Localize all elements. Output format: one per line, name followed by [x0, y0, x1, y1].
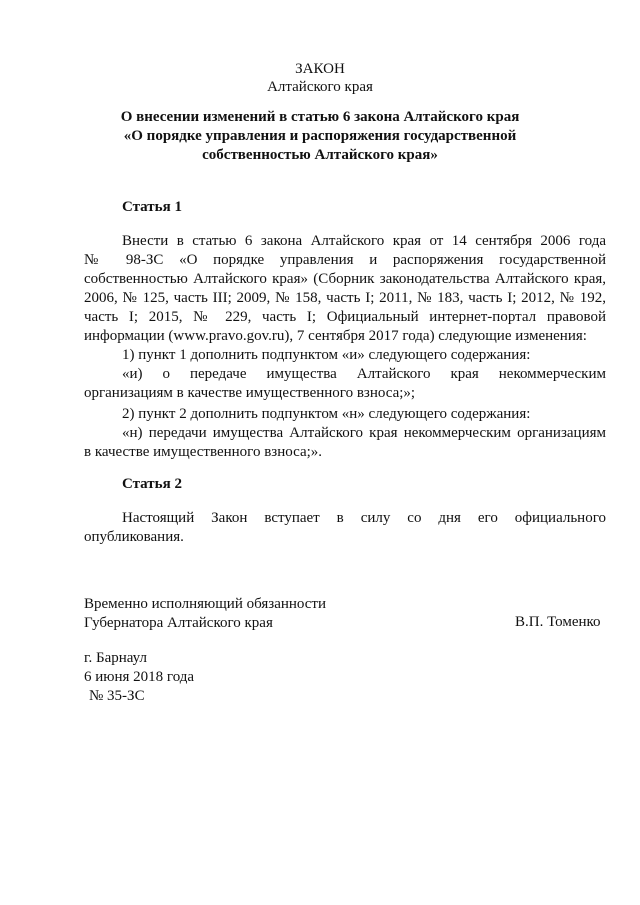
article1-item1-line: 1) пункт 1 дополнить подпунктом «и» следующего содержания: — [122, 347, 531, 363]
date: 6 июня 2018 года — [84, 669, 195, 685]
article1-intro-line: часть I; 2015, № 229, часть I; Официальный интернет-портал правовой — [84, 309, 606, 325]
article1-item2-line: «н) передачи имущества Алтайского края некоммерческим организациям — [122, 425, 606, 441]
article1-heading: Статья 1 — [122, 199, 182, 215]
article1-item2-line: в качестве имущественного взноса;». — [84, 444, 323, 460]
article1-intro-line: собственностью Алтайского края» (Сборник законодательства Алтайского края, — [84, 271, 606, 287]
article1-item2-line: 2) пункт 2 дополнить подпунктом «н» следующего содержания: — [122, 406, 531, 422]
article1-item1-line: «и) о передаче имущества Алтайского края некоммерческим — [122, 366, 606, 382]
doc-region: Алтайского края — [267, 79, 373, 95]
article1-body — [84, 232, 606, 403]
doc-title-line: собственностью Алтайского края» — [202, 147, 438, 163]
article2-line: опубликования. — [84, 529, 184, 545]
article2-body — [84, 509, 606, 547]
doc-type: ЗАКОН — [295, 61, 345, 77]
article1-intro-line: № 98-ЗС «О порядке управления и распоряжения государственной — [84, 252, 606, 268]
doc-title-line: О внесении изменений в статью 6 закона Алтайского края — [120, 109, 520, 125]
city: г. Барнаул — [84, 650, 147, 666]
signature-position-line: Губернатора Алтайского края — [84, 615, 273, 631]
article1-item1-line: организациям в качестве имущественного взноса;»; — [84, 385, 416, 401]
place-date-number — [84, 649, 194, 706]
article1-intro-line: 2006, № 125, часть III; 2009, № 158, часть I; 2011, № 183, часть I; 2012, № 192, — [84, 290, 606, 306]
signature-position-line: Временно исполняющий обязанности — [84, 596, 327, 612]
signature-position — [84, 595, 326, 633]
article1-intro-line: информации (www.pravo.gov.ru), 7 сентября 2017 года) следующие изменения: — [84, 328, 587, 344]
signature-name: В.П. Томенко — [515, 614, 601, 630]
article2-line: Настоящий Закон вступает в силу со дня его официального — [122, 510, 606, 526]
doc-title-line: «О порядке управления и распоряжения государственной — [123, 128, 517, 144]
article2-heading: Статья 2 — [122, 476, 182, 492]
article1-item2 — [84, 405, 606, 462]
law-number: № 35-ЗС — [89, 688, 145, 704]
doc-title — [0, 108, 640, 165]
article1-intro-line: Внести в статью 6 закона Алтайского края от 14 сентября 2006 года — [122, 233, 606, 249]
